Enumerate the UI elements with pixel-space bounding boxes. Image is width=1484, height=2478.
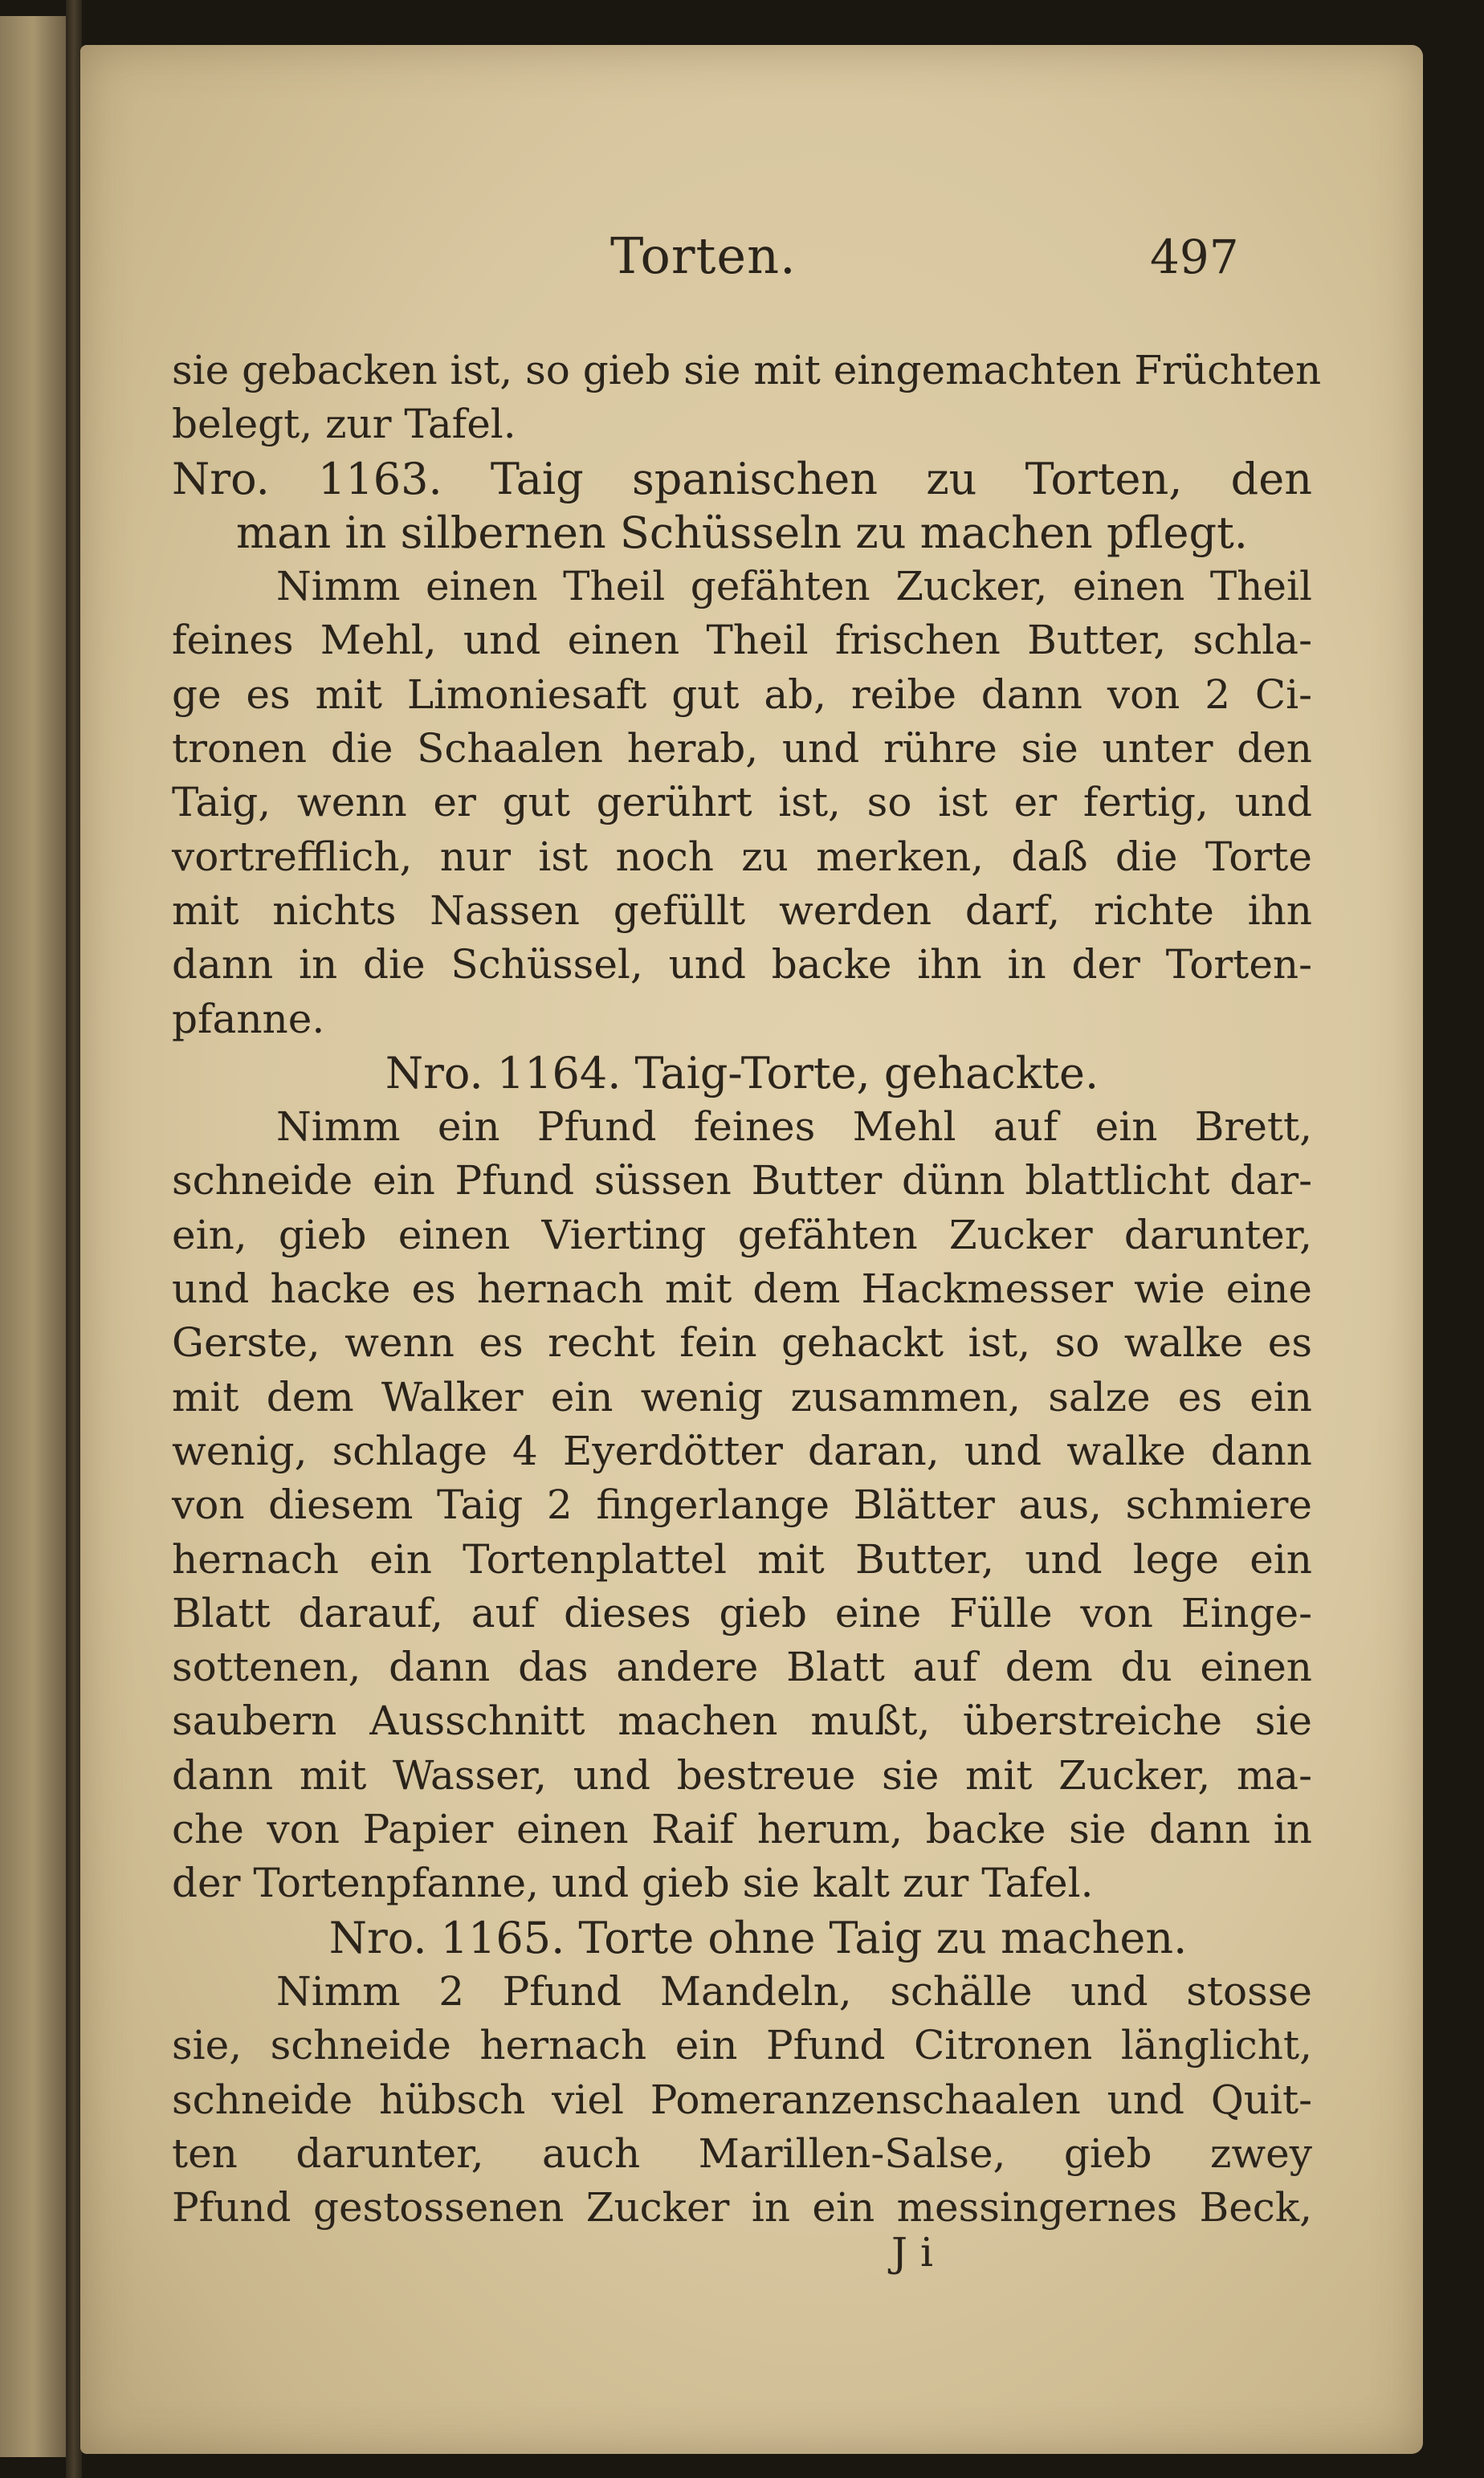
signature-mark: J i: [891, 2229, 933, 2276]
recipe-heading: Nro. 1164. Taig-Torte, gehackte.: [385, 1047, 1099, 1098]
text-line: Blatt darauf, auf dieses gieb eine Fülle von Einge-: [172, 1589, 1312, 1636]
book-gutter: [66, 0, 82, 2478]
text-line: Pfund gestossenen Zucker in ein messingernes Beck,: [172, 2184, 1312, 2231]
text-line: feines Mehl, und einen Theil frischen Butter, schla-: [172, 617, 1312, 664]
recipe-heading: Nro. 1165. Torte ohne Taig zu machen.: [328, 1912, 1188, 1963]
text-line: belegt, zur Tafel.: [172, 401, 516, 448]
page-header: [80, 226, 1423, 307]
text-line: Nimm 2 Pfund Mandeln, schälle und stosse: [276, 1967, 1312, 2015]
text-line: ein, gieb einen Vierting gefähten Zucker darunter,: [172, 1211, 1312, 1258]
text-line: Nimm einen Theil gefähten Zucker, einen Theil: [276, 563, 1312, 610]
text-line: tronen die Schaalen herab, und rühre sie unter den: [172, 725, 1312, 772]
running-title: Torten.: [610, 226, 797, 285]
text-line: vortrefflich, nur ist noch zu merken, daß die Torte: [172, 833, 1312, 880]
text-line: Taig, wenn er gut gerührt ist, so ist er fertig, und: [172, 779, 1312, 826]
body-text: [172, 344, 1322, 2235]
text-line: Nimm ein Pfund feines Mehl auf ein Brett,: [276, 1103, 1312, 1151]
recipe-heading: Nro. 1163. Taig spanischen zu Torten, den: [172, 453, 1312, 504]
text-line: sottenen, dann das andere Blatt auf dem du einen: [172, 1644, 1312, 1691]
text-line: ge es mit Limoniesaft gut ab, reibe dann von 2 Ci-: [172, 670, 1312, 718]
text-line: ten darunter, auch Marillen-Salse, gieb zwey: [172, 2130, 1312, 2177]
page-number: 497: [1150, 230, 1239, 284]
text-line: sie, schneide hernach ein Pfund Citronen länglicht,: [172, 2022, 1312, 2069]
text-line: wenig, schlage 4 Eyerdötter daran, und walke dann: [172, 1427, 1312, 1474]
text-line: saubern Ausschnitt machen mußt, überstreiche sie: [172, 1698, 1312, 1745]
text-line: der Tortenpfanne, und gieb sie kalt zur Tafel.: [172, 1860, 1094, 1907]
text-line: che von Papier einen Raif herum, backe sie dann in: [172, 1806, 1312, 1853]
text-line: mit nichts Nassen gefüllt werden darf, richte ihn: [172, 886, 1312, 934]
text-line: schneide hübsch viel Pomeranzenschaalen und Quit-: [172, 2076, 1312, 2123]
recipe-heading: man in silbernen Schüsseln zu machen pflegt.: [236, 507, 1248, 558]
text-line: dann in die Schüssel, und backe ihn in der Torten-: [172, 941, 1312, 988]
text-line: von diesem Taig 2 fingerlange Blätter aus, schmiere: [172, 1482, 1312, 1529]
text-line: mit dem Walker ein wenig zusammen, salze es ein: [172, 1373, 1312, 1420]
text-line: schneide ein Pfund süssen Butter dünn blattlicht dar-: [172, 1157, 1312, 1204]
text-line: hernach ein Tortenplattel mit Butter, und lege ein: [172, 1535, 1312, 1583]
book-page: [80, 45, 1423, 2454]
text-line: sie gebacken ist, so gieb sie mit eingemachten Früchten: [172, 347, 1322, 393]
text-line: pfanne.: [172, 995, 325, 1042]
text-line: und hacke es hernach mit dem Hackmesser wie eine: [172, 1265, 1312, 1313]
text-line: Gerste, wenn es recht fein gehackt ist, so walke es: [172, 1319, 1312, 1367]
facing-page-edge: [0, 16, 66, 2457]
text-line: dann mit Wasser, und bestreue sie mit Zucker, ma-: [172, 1751, 1312, 1799]
